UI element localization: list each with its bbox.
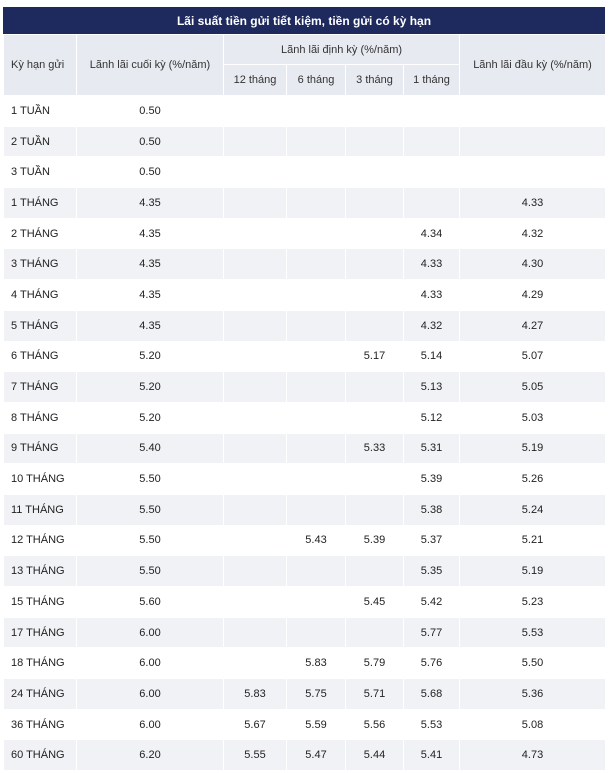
cell-periodic-12m	[224, 96, 287, 127]
cell-beginning	[460, 126, 606, 157]
cell-end-of-term: 6.00	[77, 648, 224, 679]
cell-periodic-3m: 5.56	[346, 709, 404, 740]
cell-periodic-12m	[224, 525, 287, 556]
cell-term: 60 THÁNG	[4, 740, 77, 771]
cell-term: 36 THÁNG	[4, 709, 77, 740]
cell-periodic-6m	[287, 402, 346, 433]
cell-periodic-6m	[287, 372, 346, 403]
cell-term: 9 THÁNG	[4, 433, 77, 464]
cell-periodic-12m	[224, 188, 287, 219]
cell-periodic-6m: 5.47	[287, 740, 346, 771]
cell-term: 4 THÁNG	[4, 280, 77, 311]
cell-periodic-1m: 5.12	[404, 402, 460, 433]
header-end-of-term: Lãnh lãi cuối kỳ (%/năm)	[77, 35, 224, 96]
table-title: Lãi suất tiền gửi tiết kiệm, tiền gửi có kỳ hạn	[176, 13, 432, 28]
cell-periodic-12m	[224, 587, 287, 618]
cell-term: 6 THÁNG	[4, 341, 77, 372]
table-row	[4, 464, 606, 495]
table-row	[4, 587, 606, 618]
table-row	[4, 157, 606, 188]
table-row	[4, 372, 606, 403]
cell-periodic-6m: 5.43	[287, 525, 346, 556]
cell-periodic-6m	[287, 310, 346, 341]
cell-end-of-term: 6.00	[77, 617, 224, 648]
cell-periodic-3m	[346, 126, 404, 157]
cell-end-of-term: 5.40	[77, 433, 224, 464]
cell-beginning: 5.08	[460, 709, 606, 740]
cell-end-of-term: 4.35	[77, 310, 224, 341]
cell-beginning: 5.03	[460, 402, 606, 433]
cell-periodic-12m: 5.83	[224, 679, 287, 710]
cell-end-of-term: 5.60	[77, 587, 224, 618]
cell-periodic-3m: 5.71	[346, 679, 404, 710]
cell-end-of-term: 5.20	[77, 341, 224, 372]
cell-periodic-3m	[346, 280, 404, 311]
cell-periodic-1m: 5.76	[404, 648, 460, 679]
table-row	[4, 556, 606, 587]
cell-term: 1 TUẦN	[4, 96, 77, 127]
cell-periodic-1m: 5.13	[404, 372, 460, 403]
cell-periodic-1m: 5.31	[404, 433, 460, 464]
cell-beginning	[460, 157, 606, 188]
cell-beginning: 5.50	[460, 648, 606, 679]
cell-beginning: 5.07	[460, 341, 606, 372]
cell-end-of-term: 5.20	[77, 372, 224, 403]
cell-periodic-6m	[287, 280, 346, 311]
cell-periodic-6m	[287, 556, 346, 587]
cell-periodic-3m	[346, 617, 404, 648]
cell-periodic-1m	[404, 157, 460, 188]
header-periodic-6m: 6 tháng	[287, 65, 346, 96]
cell-periodic-1m: 5.77	[404, 617, 460, 648]
cell-term: 11 THÁNG	[4, 494, 77, 525]
cell-periodic-3m	[346, 494, 404, 525]
cell-periodic-3m	[346, 188, 404, 219]
cell-beginning: 5.21	[460, 525, 606, 556]
cell-end-of-term: 5.50	[77, 464, 224, 495]
cell-periodic-12m	[224, 218, 287, 249]
cell-periodic-12m	[224, 157, 287, 188]
cell-periodic-12m	[224, 464, 287, 495]
rates-table-container	[3, 7, 605, 771]
cell-beginning: 4.30	[460, 249, 606, 280]
table-row	[4, 310, 606, 341]
cell-end-of-term: 0.50	[77, 96, 224, 127]
cell-end-of-term: 4.35	[77, 218, 224, 249]
cell-term: 5 THÁNG	[4, 310, 77, 341]
cell-term: 18 THÁNG	[4, 648, 77, 679]
cell-term: 12 THÁNG	[4, 525, 77, 556]
cell-beginning: 5.19	[460, 433, 606, 464]
cell-periodic-1m: 5.38	[404, 494, 460, 525]
cell-periodic-6m	[287, 126, 346, 157]
cell-term: 3 TUẦN	[4, 157, 77, 188]
cell-periodic-3m	[346, 556, 404, 587]
cell-periodic-12m: 5.55	[224, 740, 287, 771]
cell-periodic-1m: 5.14	[404, 341, 460, 372]
cell-beginning: 5.24	[460, 494, 606, 525]
cell-periodic-12m	[224, 280, 287, 311]
table-row	[4, 494, 606, 525]
cell-periodic-12m: 5.67	[224, 709, 287, 740]
cell-periodic-3m	[346, 372, 404, 403]
cell-term: 15 THÁNG	[4, 587, 77, 618]
table-row	[4, 525, 606, 556]
cell-periodic-3m	[346, 249, 404, 280]
cell-periodic-12m	[224, 494, 287, 525]
cell-periodic-6m	[287, 341, 346, 372]
cell-term: 3 THÁNG	[4, 249, 77, 280]
cell-periodic-12m	[224, 310, 287, 341]
cell-end-of-term: 4.35	[77, 188, 224, 219]
cell-beginning: 5.23	[460, 587, 606, 618]
cell-periodic-12m	[224, 556, 287, 587]
table-row	[4, 280, 606, 311]
cell-periodic-1m	[404, 126, 460, 157]
cell-beginning: 5.53	[460, 617, 606, 648]
cell-end-of-term: 5.20	[77, 402, 224, 433]
header-beginning: Lãnh lãi đầu kỳ (%/năm)	[460, 35, 606, 96]
cell-periodic-1m: 4.33	[404, 249, 460, 280]
table-row	[4, 648, 606, 679]
cell-periodic-3m: 5.33	[346, 433, 404, 464]
table-row	[4, 249, 606, 280]
cell-periodic-3m	[346, 464, 404, 495]
cell-periodic-3m: 5.44	[346, 740, 404, 771]
cell-periodic-1m: 5.35	[404, 556, 460, 587]
cell-periodic-6m	[287, 433, 346, 464]
header-periodic-3m: 3 tháng	[346, 65, 404, 96]
table-body	[4, 96, 606, 771]
cell-periodic-3m: 5.79	[346, 648, 404, 679]
cell-end-of-term: 0.50	[77, 126, 224, 157]
cell-periodic-6m	[287, 96, 346, 127]
cell-periodic-1m: 4.34	[404, 218, 460, 249]
cell-beginning	[460, 96, 606, 127]
cell-periodic-12m	[224, 372, 287, 403]
table-row	[4, 679, 606, 710]
cell-term: 13 THÁNG	[4, 556, 77, 587]
cell-periodic-6m: 5.75	[287, 679, 346, 710]
cell-periodic-6m	[287, 617, 346, 648]
header-term: Kỳ hạn gửi	[4, 35, 77, 96]
cell-end-of-term: 5.50	[77, 525, 224, 556]
header-periodic-12m: 12 tháng	[224, 65, 287, 96]
table-row	[4, 709, 606, 740]
interest-rate-table	[3, 34, 606, 771]
cell-periodic-12m	[224, 433, 287, 464]
cell-end-of-term: 5.50	[77, 494, 224, 525]
cell-periodic-3m	[346, 157, 404, 188]
cell-term: 24 THÁNG	[4, 679, 77, 710]
table-row	[4, 188, 606, 219]
cell-periodic-3m: 5.39	[346, 525, 404, 556]
cell-beginning: 4.33	[460, 188, 606, 219]
cell-end-of-term: 6.20	[77, 740, 224, 771]
cell-periodic-1m	[404, 96, 460, 127]
cell-periodic-6m	[287, 218, 346, 249]
table-row	[4, 341, 606, 372]
cell-beginning: 4.27	[460, 310, 606, 341]
cell-periodic-6m	[287, 157, 346, 188]
cell-periodic-3m: 5.45	[346, 587, 404, 618]
cell-periodic-6m	[287, 494, 346, 525]
cell-beginning: 5.36	[460, 679, 606, 710]
cell-periodic-1m: 5.39	[404, 464, 460, 495]
cell-periodic-12m	[224, 402, 287, 433]
cell-periodic-1m: 5.68	[404, 679, 460, 710]
cell-periodic-12m	[224, 648, 287, 679]
cell-end-of-term: 0.50	[77, 157, 224, 188]
cell-periodic-1m: 5.37	[404, 525, 460, 556]
cell-periodic-1m: 5.42	[404, 587, 460, 618]
cell-periodic-6m	[287, 249, 346, 280]
cell-periodic-3m	[346, 310, 404, 341]
table-row	[4, 617, 606, 648]
table-row	[4, 126, 606, 157]
cell-periodic-1m: 5.41	[404, 740, 460, 771]
cell-periodic-6m	[287, 188, 346, 219]
cell-beginning: 4.73	[460, 740, 606, 771]
cell-beginning: 4.32	[460, 218, 606, 249]
cell-periodic-6m	[287, 587, 346, 618]
cell-periodic-1m: 5.53	[404, 709, 460, 740]
cell-periodic-12m	[224, 249, 287, 280]
table-title-bar	[3, 7, 605, 34]
cell-periodic-1m: 4.33	[404, 280, 460, 311]
cell-term: 1 THÁNG	[4, 188, 77, 219]
cell-periodic-3m	[346, 402, 404, 433]
table-row	[4, 740, 606, 771]
cell-term: 17 THÁNG	[4, 617, 77, 648]
cell-periodic-1m	[404, 188, 460, 219]
cell-beginning: 4.29	[460, 280, 606, 311]
cell-term: 2 THÁNG	[4, 218, 77, 249]
cell-beginning: 5.26	[460, 464, 606, 495]
header-periodic-1m: 1 tháng	[404, 65, 460, 96]
cell-end-of-term: 5.50	[77, 556, 224, 587]
cell-periodic-12m	[224, 617, 287, 648]
cell-periodic-3m	[346, 218, 404, 249]
cell-beginning: 5.05	[460, 372, 606, 403]
cell-periodic-6m	[287, 464, 346, 495]
header-periodic: Lãnh lãi định kỳ (%/năm)	[224, 35, 460, 65]
table-row	[4, 218, 606, 249]
cell-periodic-6m: 5.59	[287, 709, 346, 740]
cell-periodic-12m	[224, 126, 287, 157]
cell-beginning: 5.19	[460, 556, 606, 587]
cell-end-of-term: 4.35	[77, 280, 224, 311]
cell-end-of-term: 6.00	[77, 709, 224, 740]
table-row	[4, 96, 606, 127]
cell-periodic-3m: 5.17	[346, 341, 404, 372]
cell-term: 2 TUẦN	[4, 126, 77, 157]
cell-periodic-3m	[346, 96, 404, 127]
cell-end-of-term: 6.00	[77, 679, 224, 710]
cell-term: 10 THÁNG	[4, 464, 77, 495]
cell-term: 7 THÁNG	[4, 372, 77, 403]
cell-periodic-6m: 5.83	[287, 648, 346, 679]
table-row	[4, 402, 606, 433]
cell-periodic-1m: 4.32	[404, 310, 460, 341]
cell-end-of-term: 4.35	[77, 249, 224, 280]
cell-periodic-12m	[224, 341, 287, 372]
table-row	[4, 433, 606, 464]
cell-term: 8 THÁNG	[4, 402, 77, 433]
